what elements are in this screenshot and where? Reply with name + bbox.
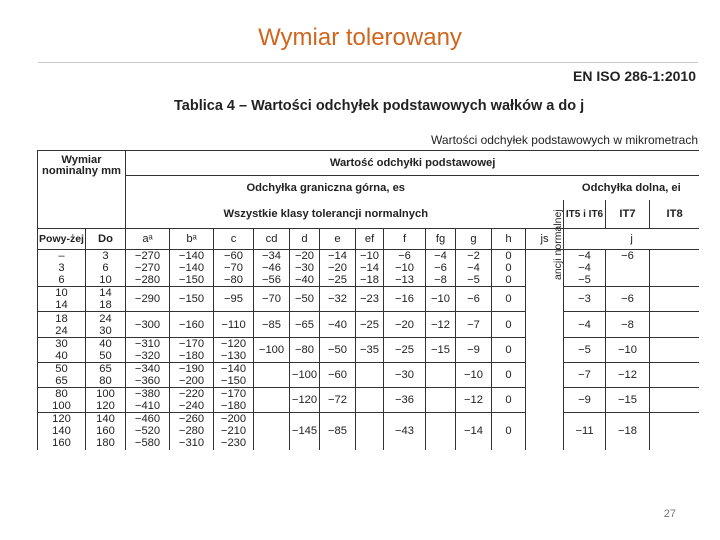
table-row	[38, 287, 700, 300]
table-cell: −150	[170, 274, 214, 287]
table-cell: −380	[126, 388, 170, 401]
table-cell: −360	[126, 375, 170, 388]
table-cell: 120	[38, 413, 86, 426]
table-cell	[356, 388, 384, 401]
table-cell	[650, 388, 699, 401]
group-cell: 0	[492, 337, 526, 362]
table-cell	[426, 375, 456, 388]
group-cell: −10	[606, 337, 650, 362]
unit-note: Wartości odchyłek podstawowych w mikrometrach	[431, 133, 698, 147]
table-cell: −56	[254, 274, 290, 287]
table-cell: 0	[492, 274, 526, 287]
table-cell	[356, 437, 384, 449]
group-cell: −60	[320, 362, 356, 387]
table-cell: 80	[86, 375, 126, 388]
table-body	[38, 250, 700, 450]
group-cell: −100	[290, 362, 320, 387]
table-cell: –	[38, 250, 86, 263]
col-header: e	[320, 229, 356, 250]
table-cell: 160	[38, 437, 86, 449]
table-cell	[356, 362, 384, 375]
group-cell: 0	[492, 413, 526, 450]
table-cell	[426, 425, 456, 437]
group-cell: −23	[356, 287, 384, 312]
group-cell: −6	[606, 287, 650, 312]
table-cell: −5	[456, 274, 492, 287]
table-cell: 24	[38, 325, 86, 338]
table-cell: −270	[126, 262, 170, 274]
table-cell: 65	[86, 362, 126, 375]
group-cell: −9	[564, 388, 606, 413]
table-cell: −2	[456, 250, 492, 263]
col-header: aᵃ	[126, 229, 170, 250]
table-cell: −20	[320, 262, 356, 274]
table-cell: 40	[86, 337, 126, 350]
table-cell	[650, 350, 699, 363]
group-cell: −16	[384, 287, 426, 312]
table-cell	[426, 388, 456, 401]
header-over: Powy-żej	[38, 229, 86, 250]
table-cell	[650, 262, 699, 274]
table-cell: −280	[170, 425, 214, 437]
table-cell: 6	[86, 262, 126, 274]
table-cell	[254, 437, 290, 449]
group-cell: 0	[492, 312, 526, 337]
group-cell: −9	[456, 337, 492, 362]
table-cell: 24	[86, 312, 126, 325]
group-cell: −32	[320, 287, 356, 312]
table-cell	[650, 287, 699, 300]
table-cell: −130	[214, 350, 254, 363]
col-header: h	[492, 229, 526, 250]
table-cell: −10	[356, 250, 384, 263]
group-cell: −12	[426, 312, 456, 337]
group-cell: −6	[456, 287, 492, 312]
standard-label: EN ISO 286-1:2010	[573, 68, 696, 84]
table-cell	[426, 400, 456, 413]
table-cell: −240	[170, 400, 214, 413]
table-cell	[254, 413, 290, 426]
table-cell	[650, 325, 699, 338]
table-cell: −6	[426, 262, 456, 274]
group-cell: −11	[564, 413, 606, 450]
table-cell	[650, 250, 699, 263]
table-cell: −14	[356, 262, 384, 274]
table-cell: −120	[214, 337, 254, 350]
group-cell: −25	[384, 337, 426, 362]
group-cell: −300	[126, 312, 170, 337]
header-upper-group: Odchyłka graniczna górna, es	[126, 176, 526, 201]
group-cell: −50	[320, 337, 356, 362]
table-cell	[356, 400, 384, 413]
table-cell	[254, 362, 290, 375]
table-cell: 0	[492, 250, 526, 263]
group-cell: −15	[426, 337, 456, 362]
table-cell: −520	[126, 425, 170, 437]
table-cell: −6	[384, 250, 426, 263]
table-cell	[356, 375, 384, 388]
header-it5: IT5 i IT6	[564, 200, 606, 229]
table-cell: −150	[214, 375, 254, 388]
table-cell: −230	[214, 437, 254, 449]
table-row	[38, 388, 700, 401]
table-cell: −30	[290, 262, 320, 274]
col-header: d	[290, 229, 320, 250]
table-cell: −6	[606, 250, 650, 263]
col-header: f	[384, 229, 426, 250]
group-cell: 0	[492, 287, 526, 312]
group-cell: −20	[384, 312, 426, 337]
table-cell: 30	[38, 337, 86, 350]
table-cell: 140	[86, 413, 126, 426]
table-cell: −580	[126, 437, 170, 449]
table-cell: −410	[126, 400, 170, 413]
table-cell	[254, 375, 290, 388]
group-cell: −160	[170, 312, 214, 337]
group-cell: −8	[606, 312, 650, 337]
table-cell	[650, 437, 699, 449]
table-cell: 50	[86, 350, 126, 363]
vertical-fragment: ancji normalnej	[552, 209, 564, 280]
table-cell	[650, 299, 699, 312]
group-cell: −85	[320, 413, 356, 450]
table-cell: −8	[426, 274, 456, 287]
table-row	[38, 274, 700, 287]
group-cell: −18	[606, 413, 650, 450]
group-cell: 0	[492, 362, 526, 387]
table-row	[38, 413, 700, 426]
table-cell: −34	[254, 250, 290, 263]
table-cell	[650, 312, 699, 325]
table-cell	[606, 262, 650, 274]
table-row	[38, 337, 700, 350]
table-cell: 6	[38, 274, 86, 287]
table-cell: −140	[170, 250, 214, 263]
col-header: c	[214, 229, 254, 250]
table-cell: 40	[38, 350, 86, 363]
table-cell: −40	[290, 274, 320, 287]
group-cell: −150	[170, 287, 214, 312]
table-cell: −25	[320, 274, 356, 287]
group-cell: −50	[290, 287, 320, 312]
table-cell	[650, 375, 699, 388]
col-header: bᵃ	[170, 229, 214, 250]
group-cell: −145	[290, 413, 320, 450]
table-cell: −220	[170, 388, 214, 401]
table-cell: −60	[214, 250, 254, 263]
col-header: ef	[356, 229, 384, 250]
table-cell: −18	[356, 274, 384, 287]
header-lower-group: Odchyłka dolna, ei	[564, 176, 699, 201]
group-cell: −70	[254, 287, 290, 312]
table-cell: −4	[564, 250, 606, 263]
table-cell: 120	[86, 400, 126, 413]
table-cell: −4	[426, 250, 456, 263]
group-cell: −15	[606, 388, 650, 413]
table-cell: −340	[126, 362, 170, 375]
table-cell: 80	[38, 388, 86, 401]
table-cell: −270	[126, 250, 170, 263]
table-cell: −5	[564, 274, 606, 287]
table-cell	[650, 413, 699, 426]
table-cell	[650, 337, 699, 350]
table-cell: 18	[38, 312, 86, 325]
table-cell: −200	[214, 413, 254, 426]
table-row	[38, 250, 700, 263]
group-cell: 0	[492, 388, 526, 413]
table-cell: 18	[86, 299, 126, 312]
group-cell: −100	[254, 337, 290, 362]
table-cell: 50	[38, 362, 86, 375]
table-cell: −310	[126, 337, 170, 350]
group-cell: −4	[564, 312, 606, 337]
header-all-classes: Wszystkie klasy tolerancji normalnych	[126, 200, 526, 229]
col-header: j	[564, 229, 699, 250]
deviation-table	[37, 150, 699, 508]
table-cell	[426, 362, 456, 375]
page-number: 27	[663, 508, 676, 520]
table-cell: −70	[214, 262, 254, 274]
group-cell: −85	[254, 312, 290, 337]
group-cell: −290	[126, 287, 170, 312]
col-header: g	[456, 229, 492, 250]
group-cell: −72	[320, 388, 356, 413]
header-dimension: Wymiar nominalny mm	[38, 151, 126, 229]
table-row	[38, 362, 700, 375]
table-row	[38, 312, 700, 325]
group-cell: −35	[356, 337, 384, 362]
table-cell	[426, 437, 456, 449]
table-cell: −14	[320, 250, 356, 263]
table-cell	[254, 388, 290, 401]
table-cell: −170	[170, 337, 214, 350]
table-cell: −320	[126, 350, 170, 363]
table-cell: 140	[38, 425, 86, 437]
table-cell: −460	[126, 413, 170, 426]
group-cell: −43	[384, 413, 426, 450]
table-cell: −260	[170, 413, 214, 426]
group-cell: −12	[606, 362, 650, 387]
table-row	[38, 262, 700, 274]
table-cell: −10	[384, 262, 426, 274]
table-cell: 14	[86, 287, 126, 300]
table-cell	[254, 400, 290, 413]
table-cell	[426, 413, 456, 426]
table-cell: 30	[86, 325, 126, 338]
table-cell: −200	[170, 375, 214, 388]
col-header: js	[526, 229, 564, 250]
table-cell	[356, 425, 384, 437]
table-cell: −180	[170, 350, 214, 363]
table-cell: −4	[564, 262, 606, 274]
table-cell	[650, 425, 699, 437]
table-cell	[254, 425, 290, 437]
table-cell: 65	[38, 375, 86, 388]
table-cell	[650, 362, 699, 375]
table-cell	[606, 274, 650, 287]
slide-title: Wymiar tolerowany	[258, 24, 462, 51]
title-divider	[38, 62, 698, 63]
group-cell: −14	[456, 413, 492, 450]
table-cell: −210	[214, 425, 254, 437]
group-cell: −5	[564, 337, 606, 362]
table-cell: 3	[38, 262, 86, 274]
group-cell: −80	[290, 337, 320, 362]
table-cell: 100	[86, 388, 126, 401]
group-cell: −25	[356, 312, 384, 337]
table-cell: 160	[86, 425, 126, 437]
group-cell: −30	[384, 362, 426, 387]
group-cell: −95	[214, 287, 254, 312]
table-cell: −140	[214, 362, 254, 375]
table-cell: 10	[86, 274, 126, 287]
group-cell: −110	[214, 312, 254, 337]
table-cell: 100	[38, 400, 86, 413]
col-header: cd	[254, 229, 290, 250]
group-cell: −40	[320, 312, 356, 337]
group-cell: −3	[564, 287, 606, 312]
table-cell: −13	[384, 274, 426, 287]
table-cell: −190	[170, 362, 214, 375]
table-cell: 0	[492, 262, 526, 274]
header-it8: IT8	[650, 200, 699, 229]
table-cell: 14	[38, 299, 86, 312]
group-cell: −36	[384, 388, 426, 413]
header-value-group: Wartość odchyłki podstawowej	[126, 151, 699, 176]
header-to: Do	[86, 229, 126, 250]
table-cell: −20	[290, 250, 320, 263]
header-it7: IT7	[606, 200, 650, 229]
group-cell: −7	[456, 312, 492, 337]
group-cell: −10	[456, 362, 492, 387]
table-cell	[356, 413, 384, 426]
table-cell: 3	[86, 250, 126, 263]
table-cell: −310	[170, 437, 214, 449]
col-header: fg	[426, 229, 456, 250]
table-cell	[650, 400, 699, 413]
table-cell: −4	[456, 262, 492, 274]
table-cell: −140	[170, 262, 214, 274]
table-cell: −180	[214, 400, 254, 413]
table-cell: 10	[38, 287, 86, 300]
group-cell: −65	[290, 312, 320, 337]
group-cell: −7	[564, 362, 606, 387]
group-cell: −12	[456, 388, 492, 413]
table-cell: −80	[214, 274, 254, 287]
group-cell: −10	[426, 287, 456, 312]
table-cell: 180	[86, 437, 126, 449]
table-cell: −170	[214, 388, 254, 401]
table-cell: −46	[254, 262, 290, 274]
table-caption: Tablica 4 – Wartości odchyłek podstawowych wałków a do j	[174, 98, 585, 114]
table-cell	[650, 274, 699, 287]
group-cell: −120	[290, 388, 320, 413]
header-spacer	[526, 176, 564, 201]
table-cell: −280	[126, 274, 170, 287]
